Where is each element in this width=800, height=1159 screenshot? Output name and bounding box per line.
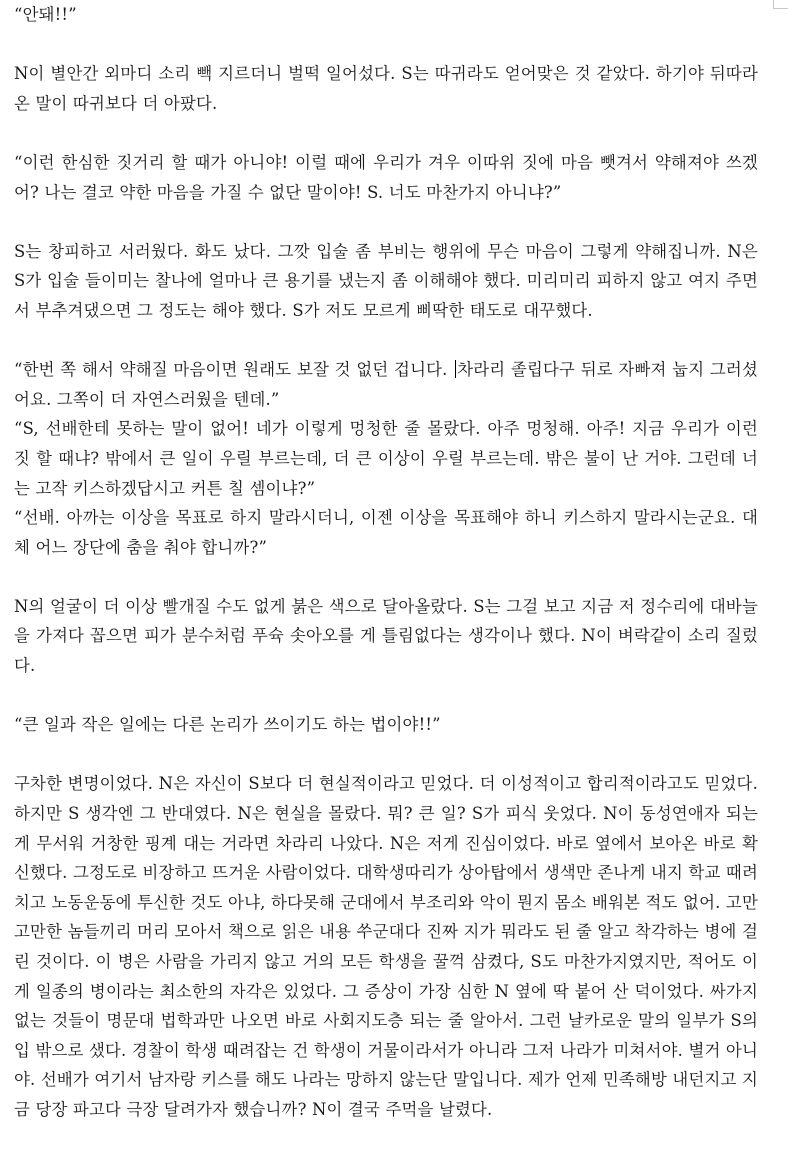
paragraph-narration-2: S는 창피하고 서러웠다. 화도 났다. 그깟 입술 좀 부비는 행위에 무슨 마음이 그렇게 약해집니까. N은 S가 입술 들이미는 찰나에 얼마나 큰 용기를 냈는지 좀 이해해야 했다. 미리미리 피하지 않고 여지 주면서 부추겨댔으면 그 정도는 해야 했다. S가 저도 모르게 삐딱한 태도로 대꾸했다. xyxy=(14,241,758,320)
paragraph-gap xyxy=(14,207,758,237)
paragraph-gap xyxy=(14,740,758,770)
paragraph-dialogue-5: “선배. 아까는 이상을 목표로 하지 말라시더니, 이젠 이상을 목표해야 하니 키스하지 말라시는군요. 대체 어느 장단에 춤을 춰야 합니까?” xyxy=(14,508,758,557)
paragraph-gap xyxy=(14,562,758,592)
paragraph-narration-4: 구차한 변명이었다. N은 자신이 S보다 더 현실적이라고 믿었다. 더 이성적이고 합리적이라고도 믿었다. 하지만 S 생각엔 그 반대였다. N은 현실을 몰랐다. 뭐? 큰 일? S가 피식 웃었다. N이 동성연애자 되는 게 무서워 거창한 핑계 대는 거라면 차라리 나았다. N은 저게 진심이었다. 바로 옆에서 보아온 바로 확신했다. 그정도로 비장하고 뜨거운 사람이었다. 대학생따리가 상아탑에서 생색만 존나게 내지 학교 때려치고 노동운동에 투신한 것도 아냐, 하다못해 군대에서 부조리와 악이 뭔지 몸소 배워본 적도 없어. 고만고만한 놈들끼리 머리 모아서 책으로 읽은 내용 쑤군대다 진짜 지가 뭐라도 된 줄 알고 착각하는 병에 걸린 것이다. 이 병은 사람을 가리지 않고 거의 모든 학생을 꿀꺽 삼켰다, S도 마찬가지였지만, 적어도 이게 일종의 병이라는 최소한의 자각은 있었다. 그 증상이 가장 심한 N 옆에 딱 붙어 산 덕이었다. 싸가지 없는 것들이 명문대 법학과만 나오면 바로 사회지도층 되는 줄 알아서. 그런 날카로운 말의 일부가 S의 입 밖으로 샜다. 경찰이 학생 때려잡는 건 학생이 거물이라서가 아니라 그저 나라가 미쳐서야. 별거 아니야. 선배가 여기서 남자랑 키스를 해도 나라는 망하지 않는단 말입니다. 제가 언제 민족해방 내던지고 지금 당장 파고다 극장 달려가자 했습니까? N이 결국 주먹을 날렸다. xyxy=(14,774,758,1119)
dialogue-3-part-b: 차라리 졸립다구 뒤로 자빠져 눕지 그러셨어요. 그쪽이 더 자연스러웠을 텐데.” xyxy=(14,360,758,409)
paragraph-narration-3: N의 얼굴이 더 이상 빨개질 수도 없게 붉은 색으로 달아올랐다. S는 그걸 보고 지금 저 정수리에 대바늘을 가져다 꼽으면 피가 분수처럼 푸슉 솟아오를 게 틀림없다는 생각이나 했다. N이 벼락같이 소리 질렀다. xyxy=(14,596,758,676)
paragraph-dialogue-4: “S, 선배한테 못하는 말이 없어! 네가 이렇게 멍청한 줄 몰랐다. 아주 멍청해. 아주! 지금 우리가 이런 짓 할 때냐? 밖에서 큰 일이 우릴 부르는데, 더 큰 이상이 우릴 부르는데. 밖은 불이 난 거야. 그런데 너는 고작 키스하겠답시고 커튼 칠 셈이냐?” xyxy=(14,419,758,498)
paragraph-dialogue-1: “안돼!!” xyxy=(14,5,77,24)
paragraph-dialogue-6: “큰 일과 작은 일에는 다른 논리가 쓰이기도 하는 법이야!!” xyxy=(14,715,441,735)
paragraph-gap xyxy=(14,30,758,60)
paragraph-dialogue-3 xyxy=(14,355,758,414)
paragraph-gap xyxy=(14,681,758,711)
paragraph-gap xyxy=(14,118,758,148)
paragraph-gap xyxy=(14,326,758,356)
paragraph-dialogue-2: “이런 한심한 짓거리 할 때가 아니야! 이럴 때에 우리가 겨우 이따위 짓에 마음 뺏겨서 약해져야 쓰겠어? 나는 결코 약한 마음을 가질 수 없단 말이야! S. 너도 마찬가지 아니냐?” xyxy=(14,152,758,202)
dialogue-3-part-a: “한번 쪽 해서 약해질 마음이면 원래도 보잘 것 없던 겁니다. xyxy=(14,360,448,380)
paragraph-narration-1: N이 별안간 외마디 소리 빽 지르더니 벌떡 일어섰다. S는 따귀라도 얻어맞은 것 같았다. 하기야 뒤따라온 말이 따귀보다 더 아팠다. xyxy=(14,64,758,113)
page-corner-mark xyxy=(773,0,788,9)
document-body[interactable] xyxy=(14,0,758,1125)
